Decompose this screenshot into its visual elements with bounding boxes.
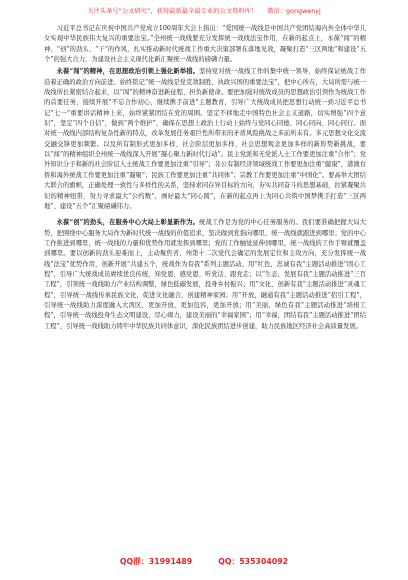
banner-promo-text: 关注头条号“公文研究”，获得最新最全最专业的公文资料库！ [87,8,258,15]
footer-contact [0,556,408,567]
section-1-paragraph [44,67,366,212]
section-2-heading: 永葆“创”的劲头，在服务中心大局上彰显新作为。 [56,219,200,227]
section-2-text: 统战工作是为党的中心任务服务的。我们要准确把握大局大势，把围绕中心服务大局作为新时代统一战线的价值追求，坚决做到党指向哪里，统一战线就跟进到哪里；党的中心工作推进到哪里，统一战线的力量和优势作用就发挥到哪里；党的工作触觉延伸到哪里，统一战线的工作手臂就覆盖到哪里。要以创新的劲头迎难而上，主动聚焦省、州第十二次党代会确定的发展定位和主攻方向，充分发挥统一战线“法宝”优势作用，创新开展“共建五个，统战作为有我”系列主题活动。用“红色，忠诚有我”主题活动推进“固心工程”，引导广大统战成员赓续优良传统，知党恩、感党恩、听党话、跟党走；以“生态，发展有我”主题活动推进“三百工程”，引领统一战线助力产业结构调整，绿色低碳发展，投身乡村振兴；用“文化，创新有我”主题活动推进“灵魂工程”，引导统一战线传承民族文化，促进文化融合，创建精神家园；用“开放，融通有我”主题活动推进“招引工程”，引导统一战线助力深度融入大湾区，更加开放，更加包容，更加开放；用“美丽，绿色有我”主题活动推进“培根工程”，引导统一战线投身生态文明建设，尽心竭力，建设美丽的“幸福家园”；用“幸福，团结有我”主题活动推进“团结工程”，引导统一战线助力铸牢中华民族共同体意识，深化民族团结进步创建，助力民族地区经济社会高质量发展。 [44,219,366,330]
intro-paragraph: 习近平总书记在庆祝中国共产党成立100周年大会上指出：“爱国统一战线是中国共产党团结海内外全体中华儿女实现中华民族伟大复兴的重要法宝。”全州统一战线要充分发挥统一战线法宝作用，在新的起点上，永葆“闯”的精神、“创”的劲头、“干”的作风，扎实推动新时代统战工作重大决策部署在落地见效，凝聚打造“三区两地”和建设“五个”的强大合力，为建设社会主义现代化新汇聚统一战线的磅礴力量。 [44,25,366,64]
section-1-text: 坚持党对统一战线工作的集中统一领导，始终保证统战工作沿着正确的政治方向前进。始终铭记“统一战线是党克敌制胜、执政兴国的重要法宝”，把中心所在，大局所需与统一战线所长紧密结合起来，以“闯”的精神奋进新征程、担负新使命。要把加强对统战成员的思想政治引领作为统战工作的首要任务，接续开展“不忘合作初心，继续携手前进”主题教育，引导广大统战成员把思想行动统一到习近平总书记“七一”重要讲话精神上来，始终紧紧团结在党的周围。坚定不移地走中国特色社会主义道路，切实增强“四个意识”，坚定“四个自信”，做到“两个维护”，确保在思想上政治上行动上始终与党同心同德、同心同向、同心同行。面对统一战线内部结构复杂性新的特点，改革发展任务艰巨性所带来的矛盾风险挑战之多前所未有。多元思想文化交流交融交锋更加频繁。以及所有制形式更加多样、社会阶层更加多样、社会思想观念更加多样的新形势新挑战，要以“闯”的精神组织全州统一战线深入开展“凝心聚力新时代行动”。民主党派和无党派人士工作要更加注重“合作”；党外知识分子和新的社会阶层人士统战工作要更加注重“引导”；非公有制经济领域统战工作要更加注重“健康”，港澳台侨和海外统战工作要更加注重“凝聚”；民族工作要更加注重“共同体”；宗教工作要更加注重“中国化”。要高举大团结大联合的旗帜，正确处理一致性与多样性的关系，坚持求同存异目标的方向，夯实共同奋斗的思想基础，拉紧凝聚共识的精神纽带，努力寻求最大“公约数”，画好最大“同心圆”，在新的起点再上为同心共筑中国梦携手打造“三区两地”、建设“五个”汇聚磅礴伟力。 [44,68,366,210]
banner-wechat-text: 微信：gongwenyj [267,8,321,15]
top-banner [0,6,408,15]
document-body [44,24,366,332]
section-2-paragraph [44,218,366,332]
qq-text: QQ：535304092 [218,557,289,566]
qq-group-text: QQ群：31991489 [119,557,193,566]
section-1-heading: 永葆“闯”的精神，在思想政治引领上强化新举措。 [56,68,200,76]
